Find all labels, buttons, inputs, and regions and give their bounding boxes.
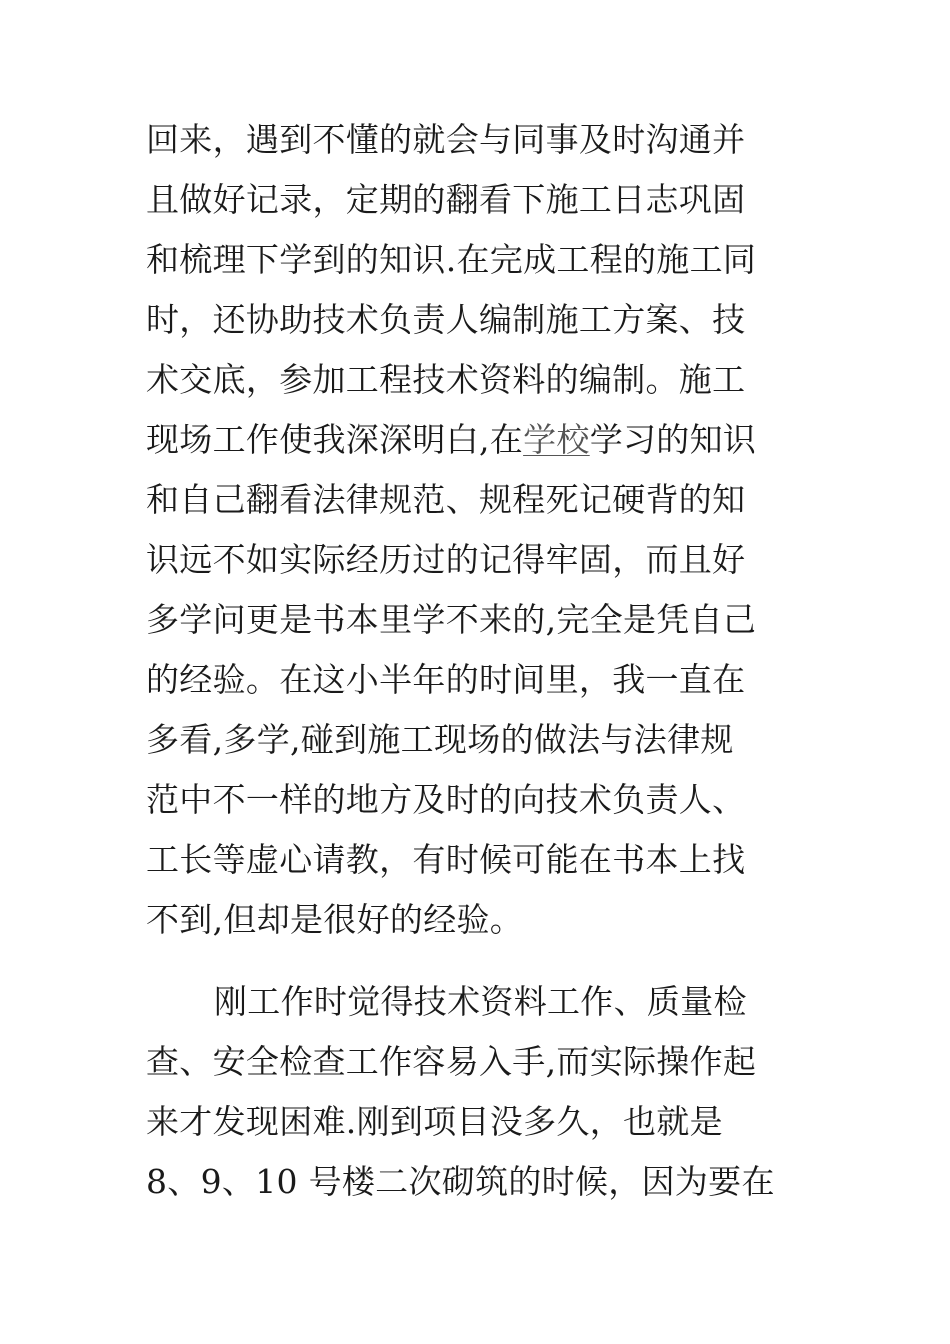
text-line: 且做好记录，定期的翻看下施工日志巩固 xyxy=(146,180,746,219)
text-line: 多看,多学,碰到施工现场的做法与法律规 xyxy=(146,720,734,759)
text-line: 回来，遇到不懂的就会与同事及时沟通并 xyxy=(146,120,746,159)
paragraph-spacer xyxy=(146,950,806,972)
text-line: 时，还协助技术负责人编制施工方案、技 xyxy=(146,300,746,339)
text-line: 的经验。在这小半年的时间里，我一直在 xyxy=(146,660,746,699)
school-link[interactable]: 学校 xyxy=(523,420,590,459)
text-line-with-link xyxy=(146,410,806,470)
paragraph-1 xyxy=(146,110,806,950)
text-segment: 刚工作时觉得技术资料工作、质量检 xyxy=(214,982,747,1021)
text-line: 8、9、10 号楼二次砌筑的时候，因为要在 xyxy=(146,1162,775,1201)
text-line: 工长等虚心请教，有时候可能在书本上找 xyxy=(146,840,746,879)
text-line xyxy=(146,972,806,1032)
text-line: 来才发现困难.刚到项目没多久，也就是 xyxy=(146,1102,723,1141)
text-line: 识远不如实际经历过的记得牢固，而且好 xyxy=(146,540,746,579)
text-line: 查、安全检查工作容易入手,而实际操作起 xyxy=(146,1042,757,1081)
text-segment: 现场工作使我深深明白,在 xyxy=(146,420,524,459)
paragraph-2 xyxy=(146,972,806,1212)
text-line: 和梳理下学到的知识.在完成工程的施工同 xyxy=(146,240,757,279)
text-segment: 学习的知识 xyxy=(589,420,757,459)
text-line: 范中不一样的地方及时的向技术负责人、 xyxy=(146,780,746,819)
text-line: 多学问更是书本里学不来的,完全是凭自己 xyxy=(146,600,757,639)
document-body xyxy=(146,110,806,1212)
text-line: 不到,但却是很好的经验。 xyxy=(146,900,524,939)
text-line: 术交底，参加工程技术资料的编制。施工 xyxy=(146,360,746,399)
text-line: 和自己翻看法律规范、规程死记硬背的知 xyxy=(146,480,746,519)
